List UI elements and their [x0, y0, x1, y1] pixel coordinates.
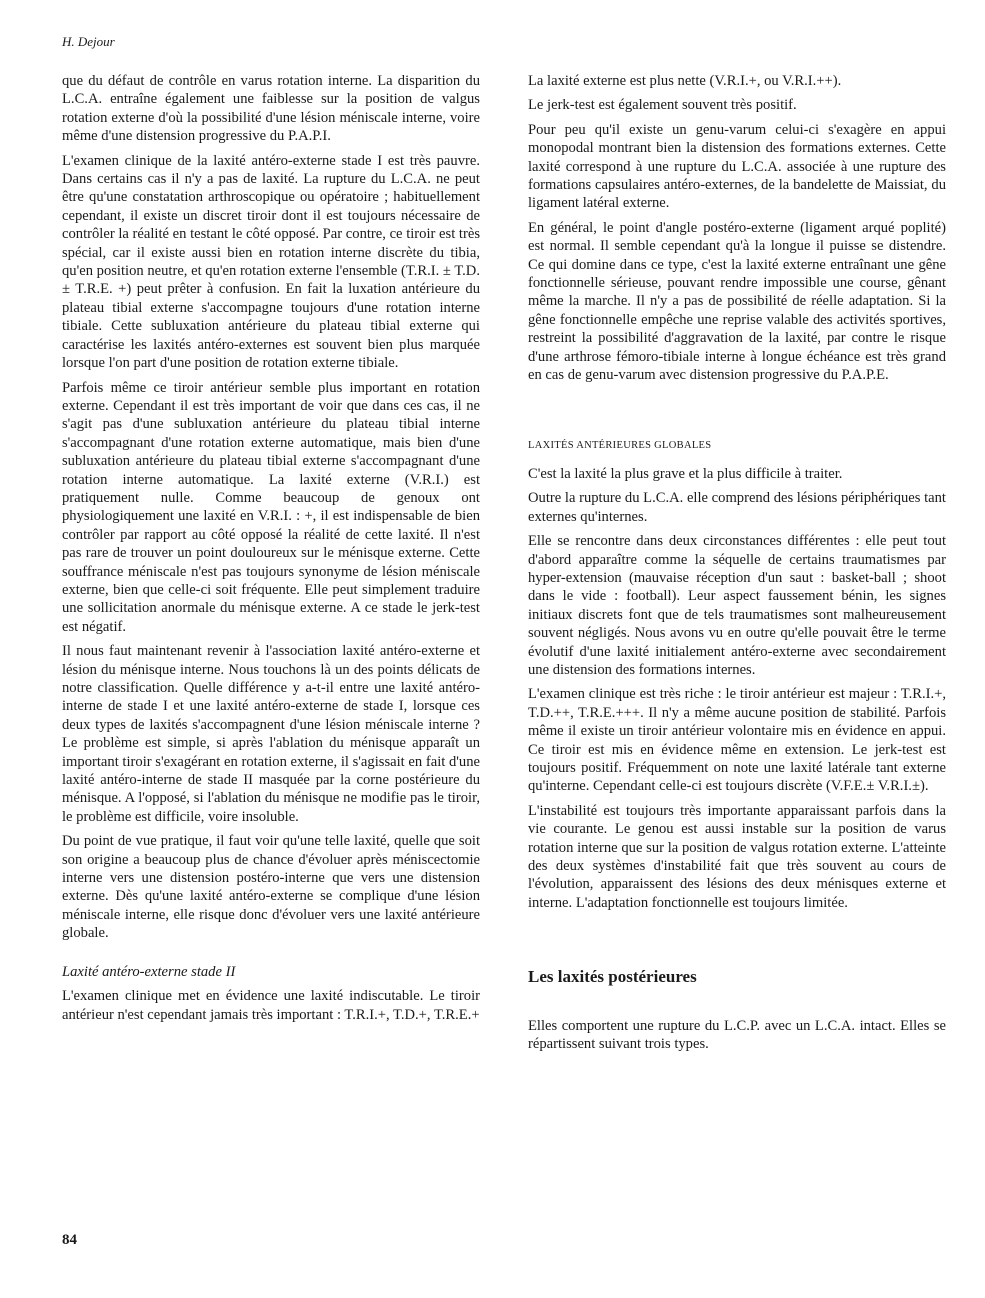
section-heading-laxites-globales: LAXITÉS ANTÉRIEURES GLOBALES	[528, 439, 712, 451]
section-title-laxites-posterieures: Les laxités postérieures	[528, 967, 697, 987]
paragraph: Parfois même ce tiroir antérieur semble plus important en rotation externe. Cependant il est très important de voir que dans ces cas, il ne s'agit pas d'une subluxation antérieure du plateau tibial interne s'accompagnant d'une rotation externe automatique, mais bien d'une subluxation antérieure du plateau tibial externe s'accompagnant d'une rotation interne automatique. La laxité externe (V.R.I.) est pratiquement nulle. Comme beaucoup de genoux ont physiologiquement une laxité en V.R.I. : +, il est indispensable de bien contrôler par rapport au côté opposé la réalité de cette laxité. Il n'est pas rare de trouver un point douloureux sur le ménisque externe. Cette souffrance méniscale n'est pas toujours synonyme de lésion méniscale externe, bien que celle-ci soit fréquente. Elle peut simplement traduire une sollicitation anormale du ménisque externe. A ce stade le jerk-test est négatif.	[62, 379, 480, 635]
paragraph: L'examen clinique de la laxité antéro-externe stade I est très pauvre. Dans certains cas il n'y a pas de laxité. La rupture du L.C.A. ne peut être qu'une constatation arthroscopique ou opératoire ; habituellement cependant, il existe un discret tiroir dont il est toujours nécessaire de contrôler la réalité en testant le côté opposé. Par contre, ce tiroir est très spécial, car il existe aussi bien en rotation interne discrète du tibia, qu'en position neutre, et qu'en rotation externe l'ensemble (T.R.I. ± T.D. ± T.R.E. +) peut prêter à confusion. En fait la luxation antérieure du plateau tibial externe s'accompagne toujours d'une rotation interne tibiale. Cette subluxation antérieure du plateau tibial externe qui caractérise les laxités antéro-externes est souvent bien plus marquée lorsque l'on part d'une position de rotation externe tibiale.	[62, 152, 480, 372]
left-column	[62, 72, 480, 1030]
paragraph: L'instabilité est toujours très importante apparaissant parfois dans la vie courante. Le genou est aussi instable sur la position de varus rotation interne que sur la position de valgus rotation externe. L'atteinte des deux systèmes d'instabilité fait que très souvent au cours de l'évolution, apparaissent des lésions des deux ménisques externe et interne. L'adaptation fonctionnelle est toujours limitée.	[528, 802, 946, 911]
paragraph: Elle se rencontre dans deux circonstances différentes : elle peut tout d'abord apparaître comme la séquelle de certains traumatismes par hyper-extension (mauvaise réception d'un saut : basket-ball ; shoot dans le vide : football). Leur aspect faussement bénin, les signes initiaux discrets font que de tels traumatismes sont malheureusement souvent négligés. Nous avons vu en outre qu'elle pouvait être le terme évolutif d'une laxité initialement antéro-externe avec secondairement une distension des formations internes.	[528, 533, 946, 678]
subheading-stade-ii: Laxité antéro-externe stade II	[62, 963, 236, 980]
paragraph: L'examen clinique est très riche : le tiroir antérieur est majeur : T.R.I.+, T.D.++, T.R.E.+++. Il n'y a même aucune position de stabilité. Parfois même il existe un tiroir antérieur volontaire mis en évidence en appui. Ce tiroir est mis en évidence même en extension. Le jerk-test est toujours positif. Fréquemment on note une laxité latérale tant externe qu'interne. Cependant celle-ci est toujours discrète (V.F.E.± V.R.I.±).	[528, 686, 946, 795]
paragraph: Outre la rupture du L.C.A. elle comprend des lésions périphériques tant externes qu'internes.	[528, 490, 946, 525]
paragraph: Pour peu qu'il existe un genu-varum celui-ci s'exagère en appui monopodal montrant bien la distension des formations externes. Cette laxité correspond à une rupture du L.C.A. associée à une rupture des formations capsulaires antéro-externes, de la bandelette de Maissiat, du ligament latéral externe.	[528, 121, 946, 212]
right-column	[528, 72, 946, 1059]
paragraph: C'est la laxité la plus grave et la plus difficile à traiter.	[528, 465, 843, 482]
paragraph: Du point de vue pratique, il faut voir qu'une telle laxité, quelle que soit son origine a beaucoup plus de chance d'évoluer après méniscectomie interne vers une distension postéro-interne que vers une distension externe. Dès qu'une laxité antéro-externe se complique d'une lésion méniscale interne, elle risque donc d'évoluer vers une laxité antérieure globale.	[62, 833, 480, 942]
page-number: 84	[62, 1232, 77, 1248]
paragraph: La laxité externe est plus nette (V.R.I.+, ou V.R.I.++).	[528, 73, 842, 89]
running-header-author: H. Dejour	[62, 34, 115, 49]
paragraph: Il nous faut maintenant revenir à l'association laxité antéro-externe et lésion du ménisque interne. Nous touchons là un des points délicats de notre classification. Quelle différence y a-t-il entre une laxité antéro-interne de stade I et une laxité antéro-externe de stade I, lorsque ces deux types de laxités s'accompagnent d'une lésion méniscale interne ? Le problème est simple, si après l'ablation du ménisque apparaît un important tiroir s'exagérant en rotation externe, il s'agissait en fait d'une laxité antéro-interne de stade II masquée par la corne postérieure du ménisque. A l'opposé, si l'ablation du ménisque ne modifie pas le tiroir, le problème est difficile, voire insoluble.	[62, 643, 480, 825]
paragraph: que du défaut de contrôle en varus rotation interne. La disparition du L.C.A. entraîne également une faiblesse sur la position de valgus rotation externe d'où la possibilité d'une lésion méniscale interne, voire même d'une distension progressive du P.A.P.I.	[62, 73, 480, 145]
paragraph: Le jerk-test est également souvent très positif.	[528, 97, 797, 114]
paragraph: L'examen clinique met en évidence une laxité indiscutable. Le tiroir antérieur n'est cependant jamais très important : T.R.I.+, T.D.+, T.R.E.+	[62, 988, 480, 1023]
paragraph: En général, le point d'angle postéro-externe (ligament arqué poplité) est normal. Il semble cependant qu'à la longue il puisse se distendre. Ce qui domine dans ce type, c'est la laxité externe entraînant une gêne fonctionnelle sérieuse, pouvant rendre impossible une course, gênant même la marche. Il n'y a pas de possibilité de réelle adaptation. Si la gêne fonctionnelle empêche une reprise valable des activités sportives, restreint la possibilité d'aggravation de la laxité, par contre le risque d'une arthrose fémoro-tibiale interne à longue échéance est très grand en cas de genu-varum avec distension progressive du P.A.P.E.	[528, 219, 946, 384]
paragraph: Elles comportent une rupture du L.C.P. avec un L.C.A. intact. Elles se répartissent suivant trois types.	[528, 1017, 946, 1053]
